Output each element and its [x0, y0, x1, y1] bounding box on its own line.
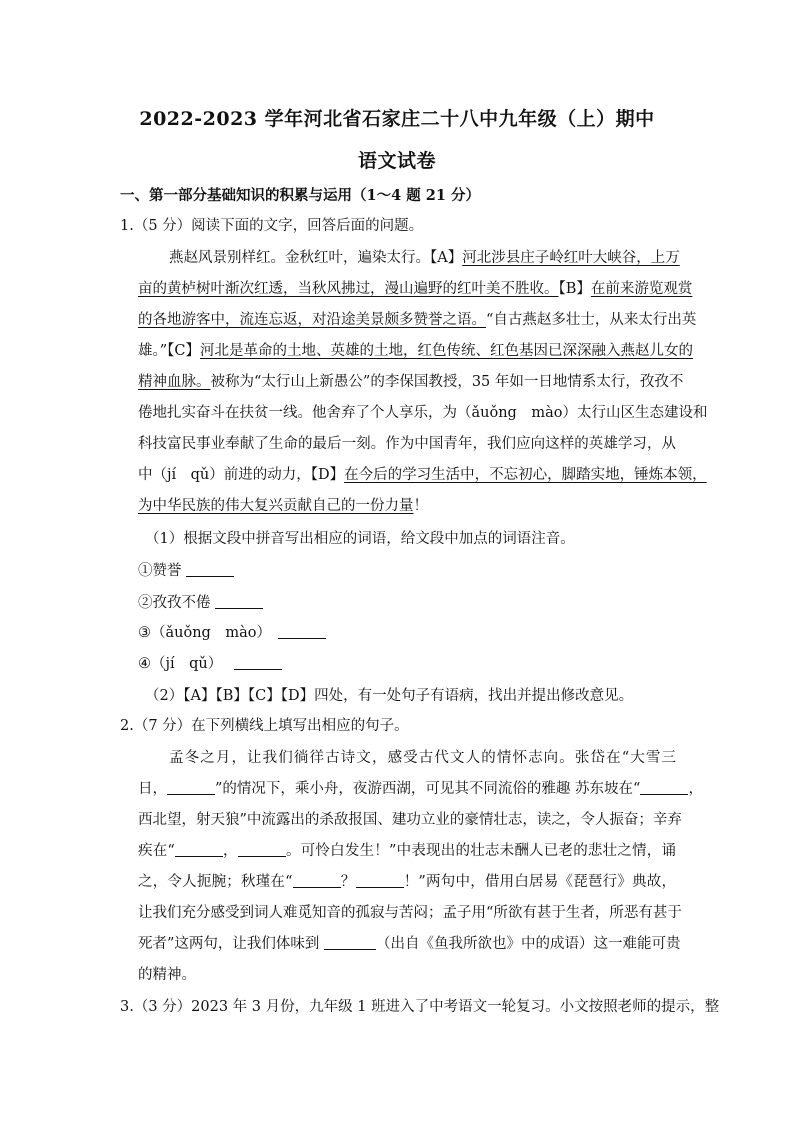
q2-passage-line: 让我们充分感受到词人难觅知音的孤寂与苦闷；孟子用“所欲有甚于生者，所恶有甚于 — [138, 905, 682, 921]
q1-passage-line: 中（jí qǔ）前进的动力，【D】在今后的学习生活中，不忘初心，脚踏实地，锤炼本领， — [138, 467, 707, 483]
q2-passage-line: 疾在“ ， 。可怜白发生！”中表现出的壮志未酬人已老的悲壮之情，诵 — [138, 843, 676, 859]
q1-passage-line: 雄。”【C】河北是革命的土地、英雄的土地，红色传统、红色基因已深深融入燕赵儿女的 — [138, 343, 694, 359]
q1-passage-line: 的各地游客中，流连忘返，对沿途美景颇多赞誉之语。“自古燕赵多壮士，从来太行出英 — [138, 312, 697, 328]
q1-sub1: （1）根据文段中拼音写出相应的词语，给文段中加点的词语注音。 — [145, 531, 575, 547]
q1-passage-line: 亩的黄栌树叶渐次红透，当秋风拂过，漫山遍野的红叶美不胜收。【B】在前来游览观赏 — [138, 281, 693, 297]
answer-blank[interactable] — [234, 655, 282, 670]
q2-passage-line: 之，令人扼腕；秋瑾在“ ？ ！”两句中，借用白居易《琵琶行》典故， — [138, 874, 676, 890]
answer-blank[interactable] — [215, 594, 263, 609]
answer-item: ④（jí qǔ） — [138, 654, 282, 674]
q1-passage-line: 为中华民族的伟大复兴贡献自己的一份力量！ — [138, 498, 428, 514]
answer-item: ①赞誉 — [138, 561, 234, 581]
answer-blank[interactable] — [238, 842, 286, 857]
answer-blank[interactable] — [278, 624, 326, 639]
q1-passage-line: 燕赵风景别样红。金秋红叶，遍染太行。【A】河北涉县庄子岭红叶大峡谷，上万 — [169, 250, 680, 266]
q2-passage-line: 死者”这两句，让我们体味到 （出自《鱼我所欲也》中的成语）这一难能可贵 — [138, 936, 681, 952]
q1-sub2: （2）【A】【B】【C】【D】四处，有一处句子有语病，找出并提出修改意见。 — [145, 688, 634, 704]
q2-stem: 2.（7 分）在下列横线上填写出相应的句子。 — [120, 718, 409, 734]
answer-blank[interactable] — [293, 873, 341, 888]
answer-blank[interactable] — [324, 935, 376, 950]
answer-blank[interactable] — [175, 842, 223, 857]
answer-blank[interactable] — [186, 562, 234, 577]
q2-passage-line: 的精神。 — [138, 967, 196, 983]
section-heading: 一、第一部分基础知识的积累与运用（1～4 题 21 分） — [120, 187, 480, 204]
q1-passage-line: 精神血脉。被称为“太行山上新愚公”的李保国教授，35 年如一日地情系太行，孜孜不 — [138, 374, 684, 390]
q2-passage-line: 孟冬之月，让我们徜徉古诗文，感受古代文人的情怀志向。张岱在“大雪三 — [169, 750, 676, 766]
answer-item: ③（ǎuǒng mào） — [138, 623, 326, 643]
q1-passage-line: 科技富民事业奉献了生命的最后一刻。作为中国青年，我们应向这样的英雄学习，从 — [138, 436, 676, 452]
answer-item: ②孜孜不倦 — [138, 593, 263, 613]
exam-title: 2022-2023 学年河北省石家庄二十八中九年级（上）期中 — [139, 108, 655, 130]
q3-stem: 3.（3 分）2023 年 3 月份，九年级 1 班进入了中考语文一轮复习。小文按照老师的提示，整 — [120, 999, 720, 1015]
answer-blank[interactable] — [167, 780, 215, 795]
exam-subtitle: 语文试卷 — [357, 150, 436, 172]
answer-blank[interactable] — [640, 780, 688, 795]
answer-blank[interactable] — [356, 873, 404, 888]
q1-stem: 1.（5 分）阅读下面的文字，回答后面的问题。 — [120, 218, 424, 234]
q2-passage-line: 西北望，射天狼”中流露出的杀敌报国、建功立业的豪情壮志，读之，令人振奋；辛弃 — [138, 812, 682, 828]
q2-passage-line: 日， ”的情况下，乘小舟，夜游西湖，可见其不同流俗的雅趣 苏东坡在“ ， — [138, 781, 703, 797]
q1-passage-line: 倦地扎实奋斗在扶贫一线。他舍弃了个人享乐，为（ǎuǒng mào）太行山区生态建设和 — [138, 405, 708, 421]
